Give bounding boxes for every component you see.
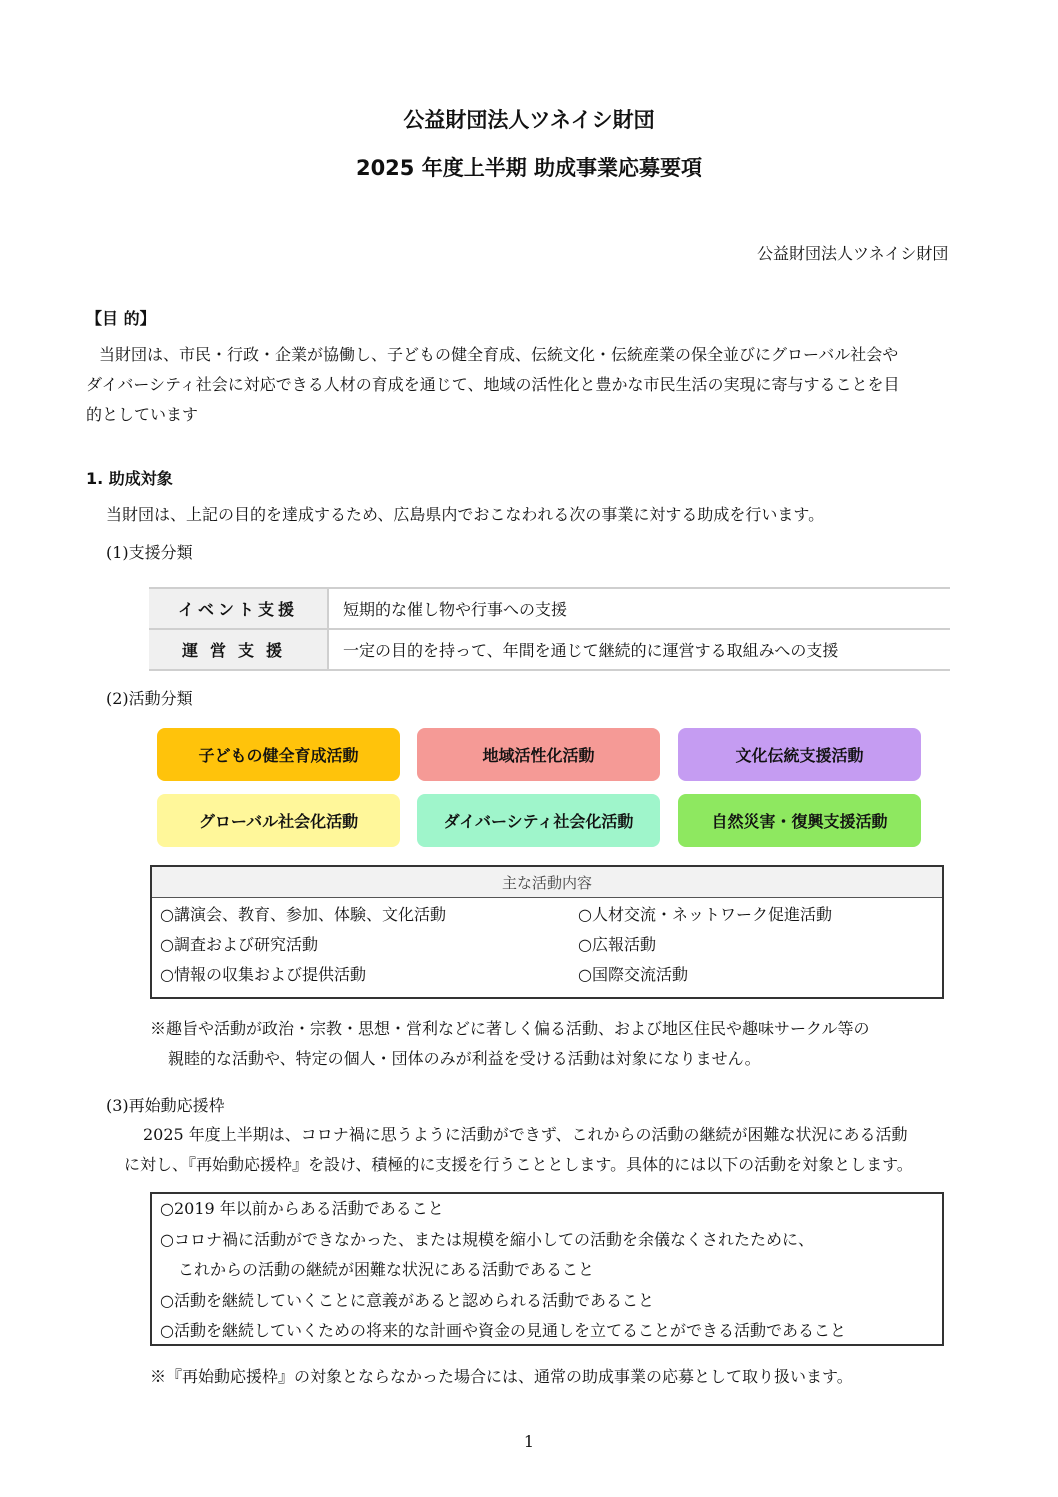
section-1-heading: 1. 助成対象 (86, 469, 173, 488)
page-number: 1 (523, 1432, 535, 1451)
activity-item: ○広報活動 (578, 935, 656, 954)
category-globalization: グローバル社会化活動 (157, 794, 400, 847)
purpose-line-1: 当財団は、市民・行政・企業が協働し、子どもの健全育成、伝統文化・伝統産業の保全並びにグローバル社会や (99, 345, 899, 364)
category-regional-revitalization: 地域活性化活動 (417, 728, 660, 781)
category-child-development: 子どもの健全育成活動 (157, 728, 400, 781)
restart-support-heading: (3)再始動応援枠 (106, 1096, 225, 1115)
activity-item: ○情報の収集および提供活動 (160, 965, 366, 984)
organization-name: 公益財団法人ツネイシ財団 (757, 244, 949, 263)
support-desc-operation: 一定の目的を持って、年間を通じて継続的に運営する取組みへの支援 (327, 630, 950, 669)
table-row (149, 628, 950, 669)
section-1-intro: 当財団は、上記の目的を達成するため、広島県内でおこなわれる次の事業に対する助成を行います。 (106, 505, 825, 524)
exclusion-note-line-2: 親睦的な活動や、特定の個人・団体のみが利益を受ける活動は対象になりません。 (168, 1049, 761, 1068)
activity-item: ○国際交流活動 (578, 965, 688, 984)
purpose-line-3: 的としています (86, 405, 199, 424)
restart-conditions-list (152, 1194, 942, 1347)
condition-item: ○活動を継続していくことに意義があると認められる活動であること (160, 1290, 654, 1310)
category-disaster-recovery: 自然災害・復興支援活動 (678, 794, 921, 847)
support-desc-event: 短期的な催し物や行事への支援 (327, 589, 950, 628)
restart-support-line-2: に対し、『再始動応援枠』を設け、積極的に支援を行うこととします。具体的には以下の活動を対象とします。 (124, 1155, 913, 1174)
activity-item: ○調査および研究活動 (160, 935, 318, 954)
main-activities-box (150, 865, 944, 999)
condition-item: ○活動を継続していくための将来的な計画や資金の見通しを立てることができる活動であること (160, 1321, 846, 1340)
support-classification-table (149, 587, 950, 671)
restart-support-line-1: 2025 年度上半期は、コロナ禍に思うように活動ができず、これからの活動の継続が困難な状況にある活動 (143, 1125, 908, 1144)
final-note: ※『再始動応援枠』の対象とならなかった場合には、通常の助成事業の応募として取り扱います。 (150, 1367, 853, 1386)
document-title: 公益財団法人ツネイシ財団 (403, 108, 655, 132)
activity-item: ○講演会、教育、参加、体験、文化活動 (160, 905, 446, 924)
category-diversity: ダイバーシティ社会化活動 (417, 794, 660, 847)
activity-classification-heading: (2)活動分類 (106, 689, 193, 708)
purpose-line-2: ダイバーシティ社会に対応できる人材の育成を通じて、地域の活性化と豊かな市民生活の実現に寄与することを目 (86, 375, 900, 394)
document-subtitle: 2025 年度上半期 助成事業応募要項 (355, 156, 703, 180)
support-classification-heading: (1)支援分類 (106, 543, 193, 562)
exclusion-note-line-1: ※趣旨や活動が政治・宗教・思想・営利などに著しく偏る活動、および地区住民や趣味サークル等の (150, 1019, 870, 1038)
main-activities-list (152, 898, 942, 990)
restart-conditions-box (150, 1192, 944, 1346)
condition-item-continuation: これからの活動の継続が困難な状況にある活動であること (178, 1260, 595, 1279)
condition-item: ○2019 年以前からある活動であること (160, 1199, 444, 1218)
category-cultural-tradition: 文化伝統支援活動 (678, 728, 921, 781)
support-label-operation: 運営支援 (149, 630, 327, 669)
condition-item: ○コロナ禍に活動ができなかった、または規模を縮小しての活動を余儀なくされたために、 (160, 1229, 814, 1249)
main-activities-header: 主な活動内容 (152, 867, 942, 898)
support-label-event: イベント支援 (149, 589, 327, 628)
activity-item: ○人材交流・ネットワーク促進活動 (578, 905, 832, 924)
purpose-heading: 【目 的】 (86, 309, 156, 328)
table-row (149, 589, 950, 628)
